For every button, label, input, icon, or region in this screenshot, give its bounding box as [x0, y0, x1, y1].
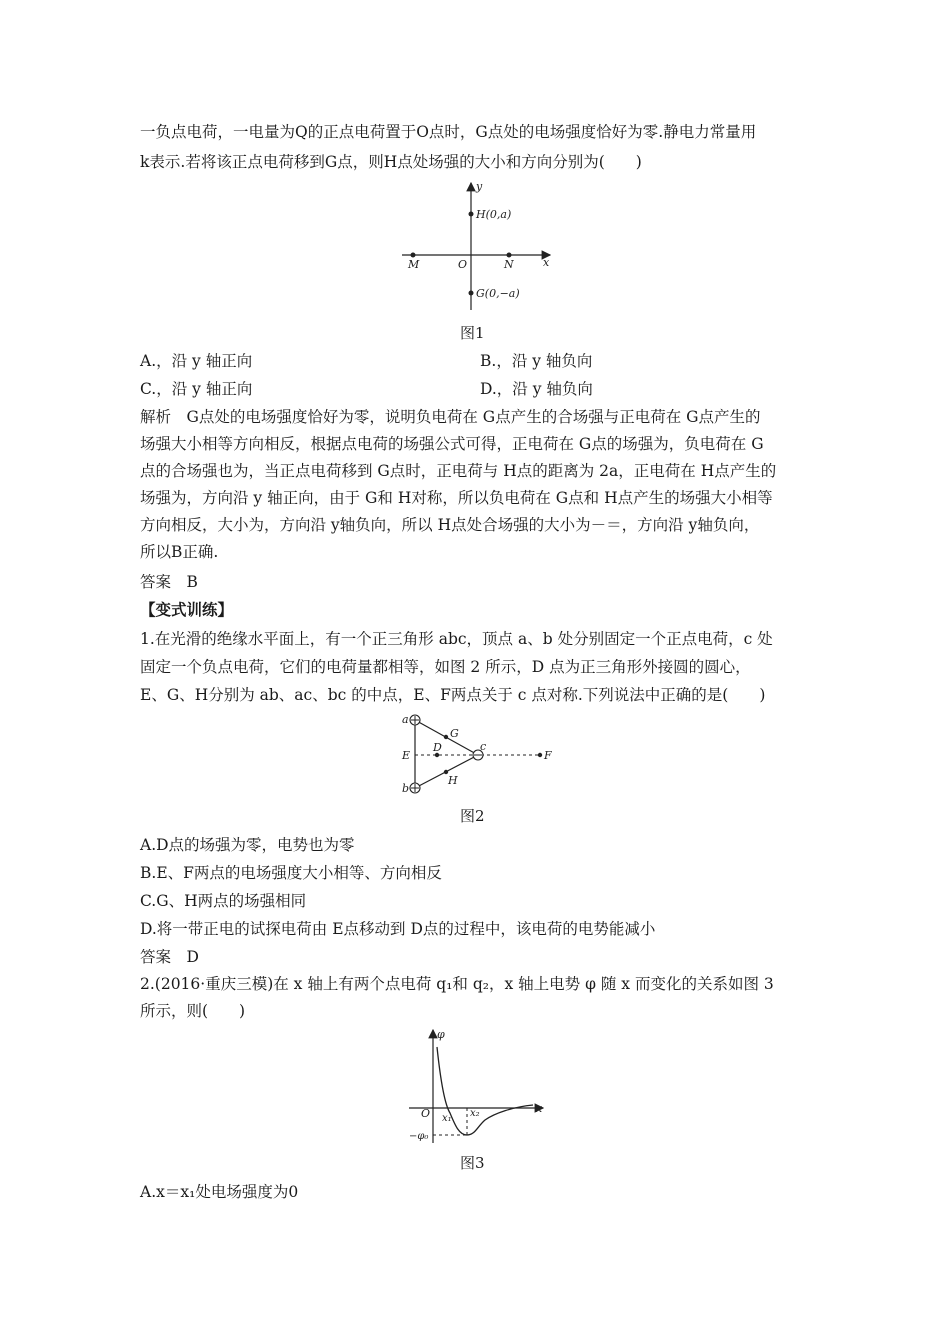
- section-title: 【变式训练】: [140, 600, 234, 619]
- label-H: H(0,a): [476, 208, 512, 221]
- q1-option-D: D.将一带正电的试探电荷由 E点移动到 D点的过程中，该电荷的电势能减小: [140, 920, 656, 938]
- option-C: C.，沿 y 轴正向: [140, 380, 253, 398]
- point-G-2: [444, 735, 448, 739]
- figure-1-diagram: [400, 180, 570, 315]
- point-H: [469, 212, 474, 217]
- figure-2-caption: 图2: [460, 807, 485, 825]
- label-b: b: [402, 782, 410, 795]
- q1-option-A: A.D点的场强为零，电势也为零: [140, 836, 355, 854]
- answer-1: 答案 B: [140, 573, 198, 591]
- label-x-3: x: [536, 1102, 543, 1115]
- point-N: [507, 253, 512, 258]
- label-F: F: [544, 749, 552, 762]
- q1-answer: 答案 D: [140, 948, 199, 966]
- figure-1-caption: 图1: [460, 324, 485, 342]
- analysis-line-2: 场强大小相等方向相反，根据点电荷的场强公式可得，正电荷在 G点的场强为，负电荷在 G: [140, 435, 764, 453]
- point-M: [411, 253, 416, 258]
- q1-line-1: 1.在光滑的绝缘水平面上，有一个正三角形 abc，顶点 a、b 处分别固定一个正点电荷，c 处: [140, 630, 773, 648]
- point-F: [538, 753, 542, 757]
- label-c: c: [480, 740, 487, 753]
- question-intro-line-2: k表示.若将该正点电荷移到G点，则H点处场强的大小和方向分别为( ): [140, 153, 642, 171]
- label-D: D: [433, 741, 442, 754]
- label-E: E: [402, 749, 411, 762]
- label-a: a: [402, 713, 409, 726]
- label-x1: x₁: [442, 1113, 452, 1124]
- point-G: [469, 291, 474, 296]
- analysis-line-1: 解析 G点处的电场强度恰好为零，说明负电荷在 G点产生的合场强与正电荷在 G点产生的: [140, 408, 761, 426]
- label-N: N: [504, 258, 514, 271]
- label-phi: φ: [437, 1028, 445, 1041]
- q1-line-2: 固定一个负点电荷，它们的电荷量都相等，如图 2 所示，D 点为正三角形外接圆的圆心，: [140, 658, 751, 676]
- label-x2: x₂: [470, 1108, 480, 1119]
- analysis-line-4: 场强为，方向沿 y 轴正向，由于 G和 H对称，所以负电荷在 G点和 H点产生的场强大小相等: [140, 489, 773, 507]
- analysis-line-3: 点的合场强也为，当正点电荷移到 G点时，正电荷与 H点的距离为 2a，正电荷在 H点产生的: [140, 462, 777, 480]
- figure-3-diagram: [395, 1025, 555, 1150]
- q2-line-2: 所示，则( ): [140, 1002, 246, 1020]
- label-neg-phi0: −φ₀: [409, 1131, 429, 1142]
- label-M: M: [408, 258, 420, 271]
- question-intro-line-1: 一负点电荷，一电量为Q的正点电荷置于O点时，G点处的电场强度恰好为零.静电力常量用: [140, 123, 757, 141]
- q2-option-A: A.x＝x₁处电场强度为0: [140, 1183, 299, 1201]
- analysis-line-5: 方向相反，大小为，方向沿 y轴负向，所以 H点处合场强的大小为－＝，方向沿 y轴负向，: [140, 516, 760, 534]
- label-y: y: [476, 180, 483, 193]
- charge-a: [410, 715, 420, 725]
- option-D: D.，沿 y 轴负向: [480, 380, 593, 398]
- figure-3-caption: 图3: [460, 1154, 485, 1172]
- label-H-2: H: [448, 774, 458, 787]
- analysis-line-6: 所以B正确.: [140, 543, 219, 561]
- q1-option-C: C.G、H两点的场强相同: [140, 892, 307, 910]
- option-B: B.，沿 y 轴负向: [480, 352, 593, 370]
- label-G-2: G: [450, 727, 459, 740]
- label-O: O: [458, 258, 468, 271]
- q1-option-B: B.E、F两点的电场强度大小相等、方向相反: [140, 864, 442, 882]
- q2-line-1: 2.(2016·重庆三模)在 x 轴上有两个点电荷 q₁和 q₂，x 轴上电势 φ 随 x 而变化的关系如图 3: [140, 975, 774, 993]
- figure-2-diagram: [400, 710, 560, 800]
- q1-line-3: E、G、H分别为 ab、ac、bc 的中点，E、F两点关于 c 点对称.下列说法中正确的是( ): [140, 686, 766, 704]
- label-x: x: [543, 256, 550, 269]
- charge-b: [410, 783, 420, 793]
- option-A: A.，沿 y 轴正向: [140, 352, 253, 370]
- label-G: G(0,−a): [476, 287, 520, 300]
- label-O-3: O: [421, 1107, 431, 1120]
